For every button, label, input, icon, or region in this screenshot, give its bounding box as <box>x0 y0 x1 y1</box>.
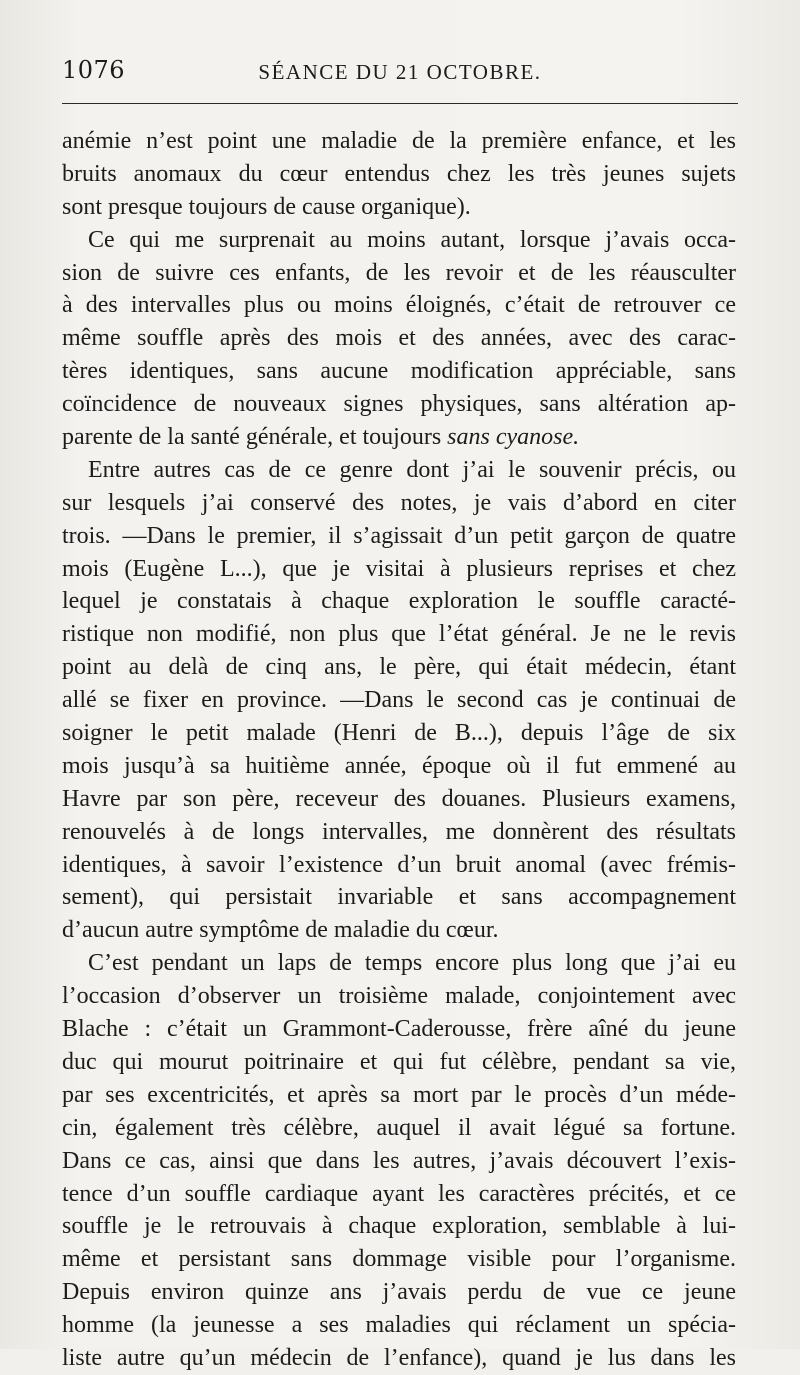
italic-phrase: sans cyanose. <box>447 424 580 451</box>
text-line: renouvelés à de longs intervalles, me donnèrent des résultats <box>62 818 736 845</box>
text-line: Depuis environ quinze ans j’avais perdu de vue ce jeune <box>62 1279 736 1306</box>
text-line: homme (la jeunesse a ses maladies qui réclament un spécia- <box>62 1312 736 1339</box>
text-line: Blache : c’était un Grammont-Caderousse, frère aîné du jeune <box>62 1016 736 1043</box>
text-line-with-italic <box>62 421 736 454</box>
text-line-start: parente de la santé générale, et toujours <box>62 424 442 451</box>
text-line: sement), qui persistait invariable et sans accompagnement <box>62 884 736 911</box>
text-line: sion de suivre ces enfants, de les revoir et de les réausculter <box>62 259 736 286</box>
text-line: soigner le petit malade (Henri de B...), depuis l’âge de six <box>62 720 736 747</box>
header-rule <box>62 103 738 104</box>
text-line: duc qui mourut poitrinaire et qui fut célèbre, pendant sa vie, <box>62 1048 736 1075</box>
text-line: Havre par son père, receveur des douanes. Plusieurs examens, <box>62 785 736 812</box>
text-line: même souffle après des mois et des années, avec des carac- <box>62 325 736 352</box>
text-line: même et persistant sans dommage visible pour l’organisme. <box>62 1246 736 1273</box>
text-line: C’est pendant un laps de temps encore plus long que j’ai eu <box>88 950 736 977</box>
text-line: liste autre qu’un médecin de l’enfance), quand je lus dans les <box>62 1344 736 1371</box>
text-line: point au delà de cinq ans, le père, qui était médecin, étant <box>62 654 736 681</box>
text-line: lequel je constatais à chaque exploration le souffle caracté- <box>62 588 736 615</box>
text-line: tères identiques, sans aucune modification appréciable, sans <box>62 358 736 385</box>
text-line: d’aucun autre symptôme de maladie du cœur. <box>62 917 499 944</box>
text-line: anémie n’est point une maladie de la première enfance, et les <box>62 128 736 154</box>
text-line: trois. —Dans le premier, il s’agissait d’un petit garçon de quatre <box>62 522 736 549</box>
text-line: à des intervalles plus ou moins éloignés, c’était de retrouver ce <box>62 292 736 319</box>
text-line: Dans ce cas, ainsi que dans les autres, j’avais découvert l’exis- <box>62 1147 736 1174</box>
text-line: ristique non modifié, non plus que l’état général. Je ne le revis <box>62 621 736 648</box>
text-line: par ses excentricités, et après sa mort par le procès d’un méde- <box>62 1081 736 1108</box>
page-header <box>62 52 738 94</box>
text-line: coïncidence de nouveaux signes physiques, sans altération ap- <box>62 391 736 418</box>
text-line: Entre autres cas de ce genre dont j’ai le souvenir précis, ou <box>88 456 736 483</box>
text-line: bruits anomaux du cœur entendus chez les très jeunes sujets <box>62 160 736 187</box>
running-head: SÉANCE DU 21 OCTOBRE. <box>258 60 542 84</box>
text-line: sont presque toujours de cause organique). <box>62 193 471 220</box>
text-line: allé se fixer en province. —Dans le second cas je continuai de <box>62 687 736 714</box>
text-line: sur lesquels j’ai conservé des notes, je vais d’abord en citer <box>62 489 736 516</box>
text-line: mois jusqu’à sa huitième année, époque où il fut emmené au <box>62 752 736 779</box>
text-line: cin, également très célèbre, auquel il avait légué sa fortune. <box>62 1114 736 1141</box>
text-line: mois (Eugène L...), que je visitai à plusieurs reprises et chez <box>62 555 736 582</box>
text-line: l’occasion d’observer un troisième malade, conjointement avec <box>62 983 736 1010</box>
text-line: souffle je le retrouvais à chaque exploration, semblable à lui- <box>62 1213 736 1240</box>
body-text <box>62 125 736 1375</box>
text-line: tence d’un souffle cardiaque ayant les caractères précités, et ce <box>62 1180 736 1207</box>
page-number: 1076 <box>62 56 126 84</box>
text-line: identiques, à savoir l’existence d’un bruit anomal (avec frémis- <box>62 851 736 878</box>
text-line: Ce qui me surprenait au moins autant, lorsque j’avais occa- <box>88 226 736 253</box>
